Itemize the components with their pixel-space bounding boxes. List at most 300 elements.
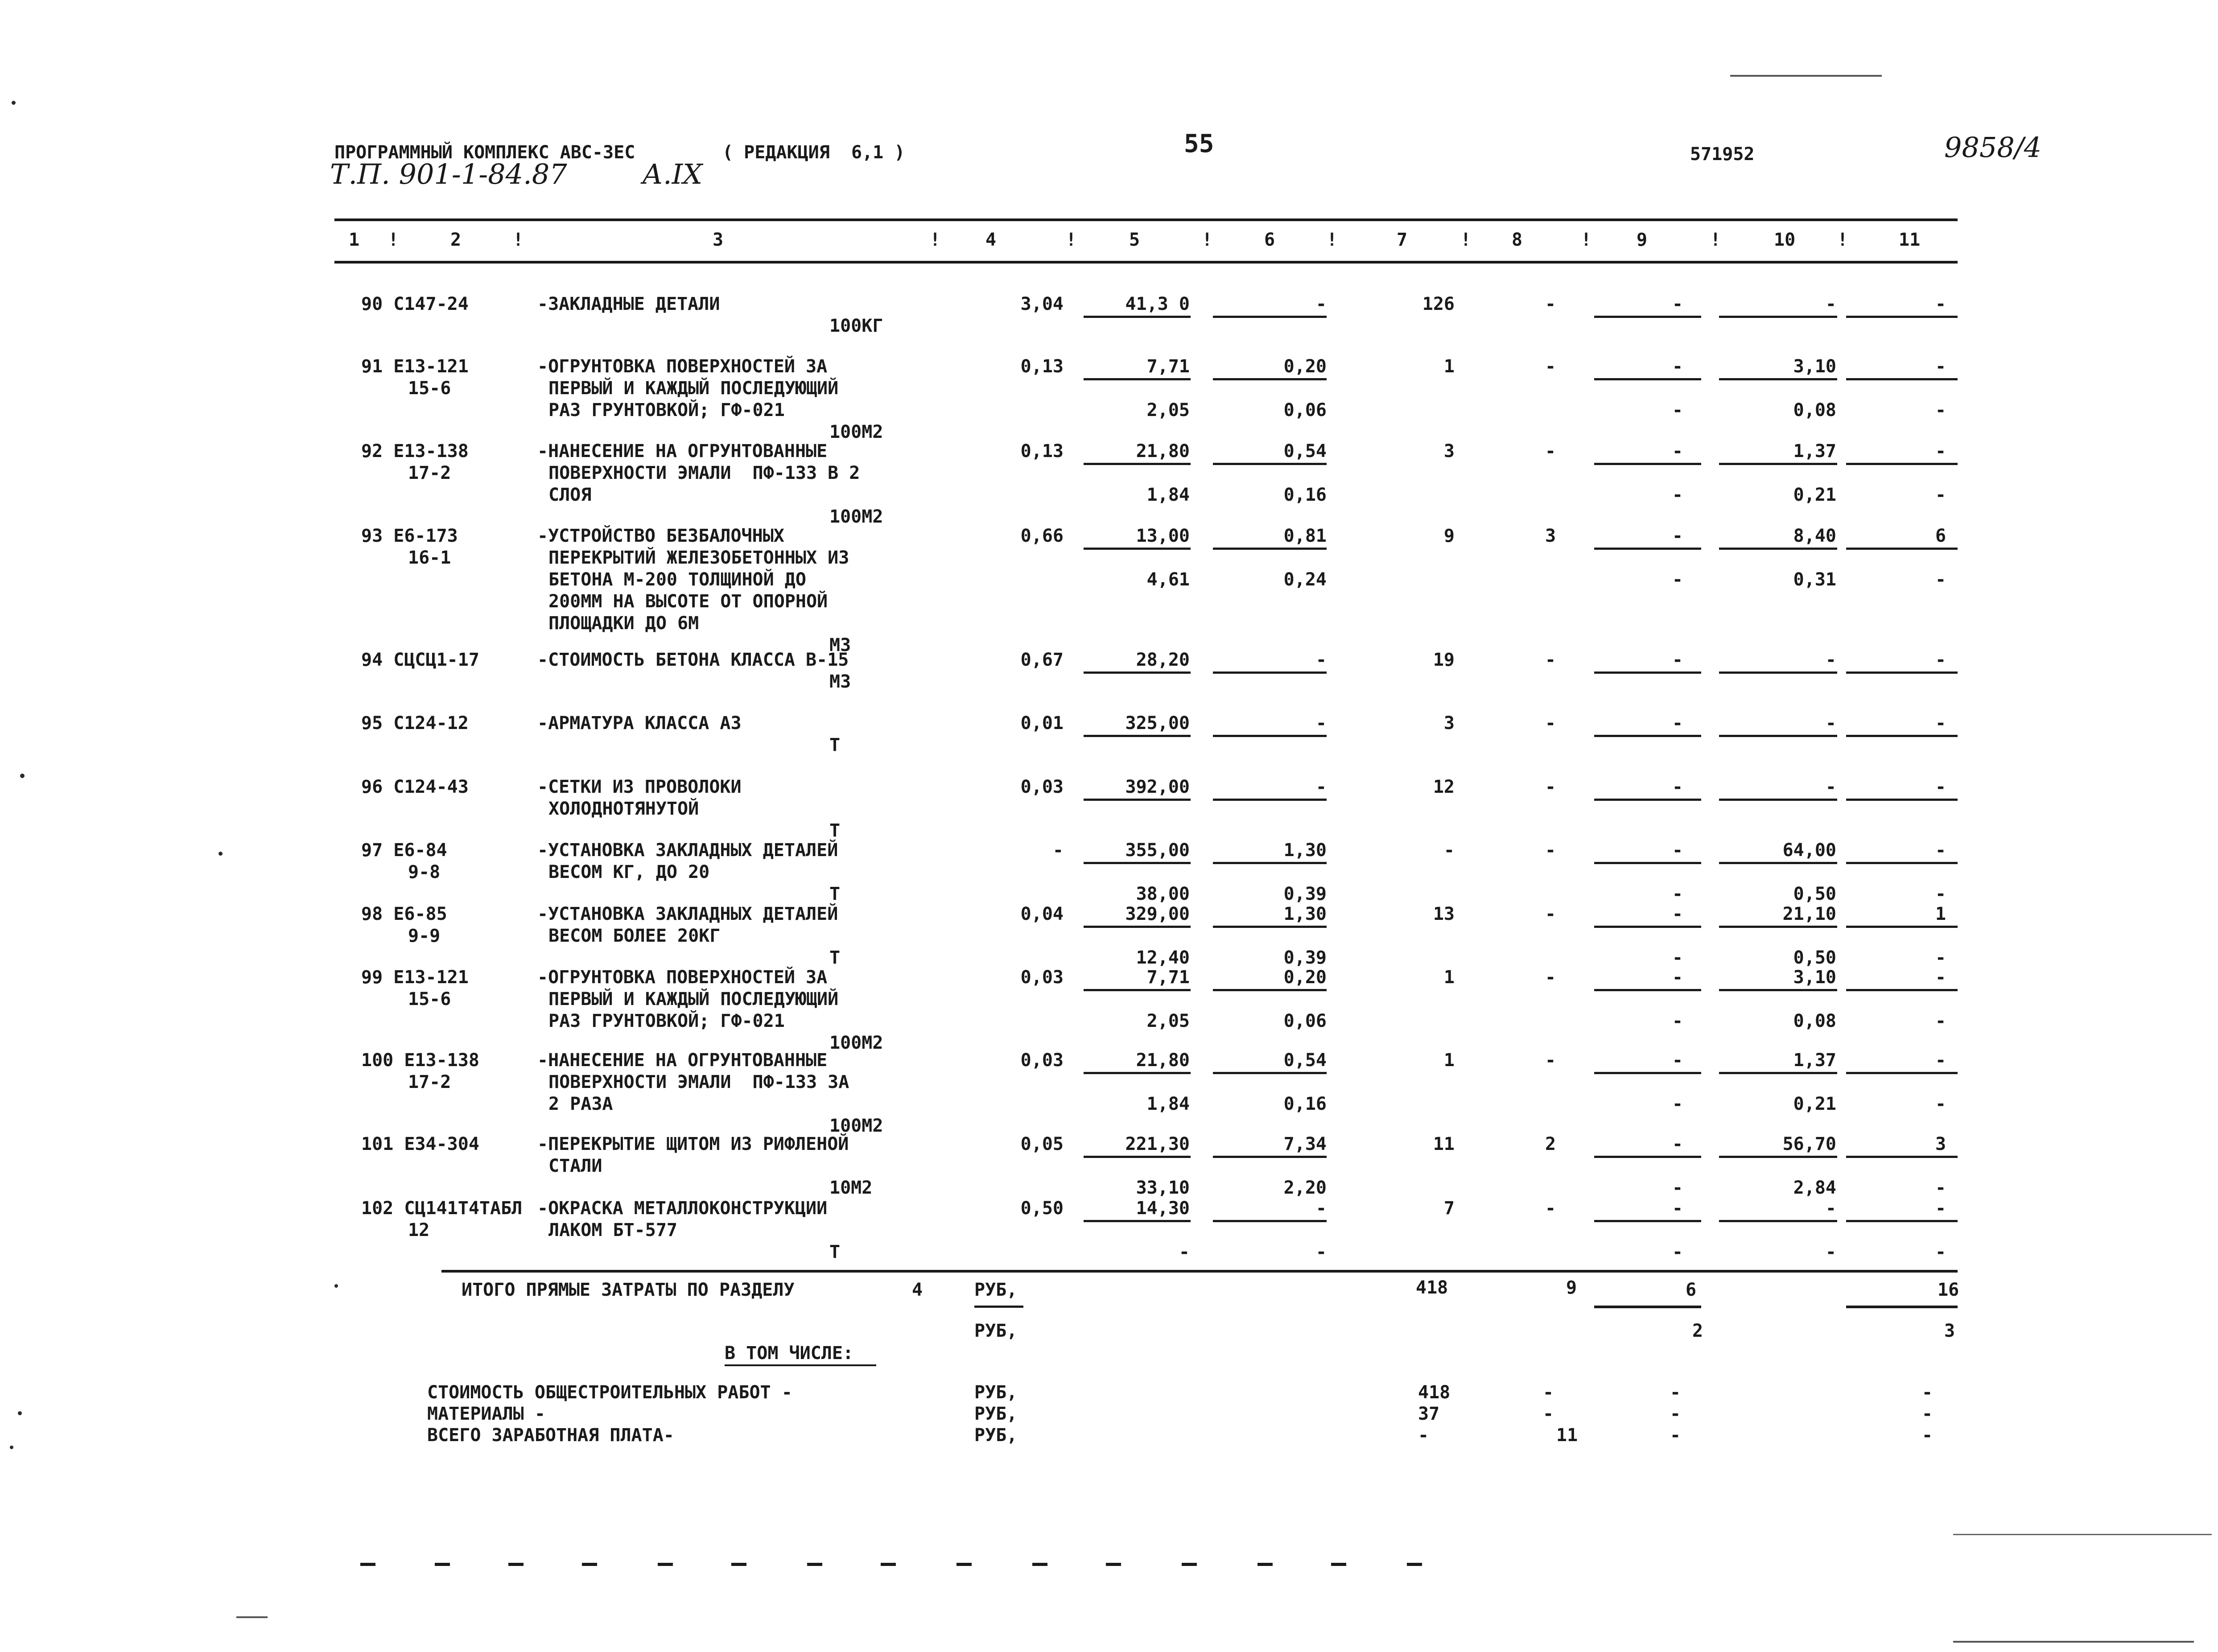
row-col11: 3	[1935, 1134, 1946, 1154]
dash-mark	[658, 1563, 673, 1566]
row-description: БЕТОНА М-200 ТОЛЩИНОЙ ДО	[548, 569, 806, 590]
dash-mark	[956, 1563, 972, 1566]
row-code: 95 С124-12	[361, 713, 469, 733]
row-rule-col11	[1846, 316, 1958, 318]
row-col7: -	[1443, 840, 1455, 861]
totals-line2-unit: РУБ,	[974, 1321, 1018, 1341]
column-separator: !	[388, 230, 399, 250]
row-rule-col11	[1846, 1220, 1958, 1222]
row-col9: -	[1672, 777, 1683, 797]
row-col5: 2,05	[1146, 400, 1190, 420]
row-rule-col10	[1719, 463, 1837, 465]
row-col9: -	[1672, 1011, 1683, 1031]
row-col11: -	[1935, 967, 1946, 988]
row-col5: 1,84	[1146, 485, 1190, 505]
column-separator: !	[1837, 230, 1848, 250]
column-number-9: 9	[1637, 230, 1648, 250]
row-col6: 1,30	[1283, 840, 1327, 861]
row-description: ПОВЕРХНОСТИ ЭМАЛИ ПФ-133 ЗА	[548, 1072, 849, 1092]
dash-mark	[1032, 1563, 1047, 1566]
row-code: 91 Е13-121	[361, 356, 469, 377]
row-col8: -	[1545, 441, 1556, 461]
dash-mark	[1106, 1563, 1121, 1566]
row-description: 200ММ НА ВЫСОТЕ ОТ ОПОРНОЙ	[548, 591, 828, 612]
dash-mark	[731, 1563, 746, 1566]
breakdown-col8: -	[1543, 1382, 1554, 1403]
row-col9: -	[1672, 884, 1683, 904]
row-code: 9-8	[408, 862, 441, 882]
row-unit: Т	[829, 884, 841, 904]
row-col11: -	[1935, 569, 1946, 590]
column-separator: !	[513, 230, 524, 250]
program-title: ПРОГРАММНЫЙ КОМПЛЕКС АВС-ЗЕС	[334, 142, 635, 163]
row-rule-col5	[1084, 463, 1191, 465]
row-description: 2 РАЗА	[548, 1094, 613, 1114]
header-rule-top	[334, 218, 1958, 221]
breakdown-col8: -	[1543, 1404, 1554, 1424]
row-col10: -	[1825, 777, 1836, 797]
row-col6: 0,20	[1283, 967, 1327, 988]
row-rule-col5	[1084, 316, 1191, 318]
row-col10: 2,84	[1793, 1178, 1836, 1198]
row-unit: М3	[829, 672, 851, 692]
row-rule-col10	[1719, 378, 1837, 380]
row-rule-col9	[1594, 1156, 1701, 1158]
totals-col8: 9	[1566, 1277, 1577, 1298]
row-col9: -	[1672, 441, 1683, 461]
row-col6: 0,24	[1283, 569, 1327, 590]
row-col5: 355,00	[1125, 840, 1190, 861]
row-unit: 100М2	[829, 1033, 883, 1053]
row-rule-col10	[1719, 862, 1837, 864]
scan-mark-top-rule	[1730, 75, 1882, 77]
row-rule-col9	[1594, 316, 1701, 318]
row-rule-col5	[1084, 1156, 1191, 1158]
row-col4: 0,66	[1020, 526, 1064, 546]
row-col5: 329,00	[1125, 904, 1190, 924]
row-col9: -	[1672, 713, 1683, 733]
breakdown-col7: 37	[1418, 1404, 1440, 1424]
row-col9: -	[1672, 1178, 1683, 1198]
row-col11: -	[1935, 1178, 1946, 1198]
page-number: 55	[1184, 129, 1214, 158]
handwritten-album: А.IX	[642, 158, 703, 190]
dash-mark	[1331, 1563, 1346, 1566]
scan-speck	[219, 852, 223, 856]
row-col5: 38,00	[1136, 884, 1190, 904]
breakdown-unit: РУБ,	[974, 1425, 1018, 1446]
row-col8: -	[1545, 356, 1556, 377]
row-unit: 100М2	[829, 422, 883, 442]
row-rule-col10	[1719, 1220, 1837, 1222]
row-code: 100 Е13-138	[361, 1050, 479, 1071]
row-description: -ОГРУНТОВКА ПОВЕРХНОСТЕЙ ЗА	[537, 967, 828, 988]
row-col4: 0,13	[1020, 441, 1064, 461]
row-col5: 28,20	[1136, 650, 1190, 670]
row-col9: -	[1672, 650, 1683, 670]
row-col5: 4,61	[1146, 569, 1190, 590]
row-code: 101 Е34-304	[361, 1134, 479, 1154]
row-col8: 3	[1545, 526, 1556, 546]
handwritten-project-code: Т.П. 901-1-84.87	[330, 158, 567, 190]
row-col11: -	[1935, 650, 1946, 670]
row-description: -НАНЕСЕНИЕ НА ОГРУНТОВАННЫЕ	[537, 441, 828, 461]
row-description: -ЗАКЛАДНЫЕ ДЕТАЛИ	[537, 294, 720, 314]
row-unit: Т	[829, 820, 841, 841]
row-code: 16-1	[408, 548, 451, 568]
row-col9: -	[1672, 948, 1683, 968]
row-col10: 21,10	[1782, 904, 1836, 924]
row-col11: -	[1935, 441, 1946, 461]
row-unit: 100КГ	[829, 316, 883, 336]
row-col6: -	[1315, 294, 1327, 314]
dash-mark	[881, 1563, 896, 1566]
row-rule-col11	[1846, 799, 1958, 801]
row-col7: 1	[1443, 967, 1455, 988]
row-col6: 0,39	[1283, 948, 1327, 968]
breakdown-col11: -	[1922, 1382, 1933, 1403]
row-col4: 0,03	[1020, 967, 1064, 988]
row-col11: -	[1935, 948, 1946, 968]
breakdown-col9: -	[1670, 1382, 1681, 1403]
row-rule-col6	[1213, 1072, 1327, 1074]
row-col5: 13,00	[1136, 526, 1190, 546]
row-col10: 0,50	[1793, 948, 1836, 968]
row-description: ЛАКОМ БТ-577	[548, 1220, 677, 1240]
row-col4: 0,13	[1020, 356, 1064, 377]
totals-rule	[441, 1270, 1958, 1273]
row-rule-col5	[1084, 799, 1191, 801]
totals-col9: 6	[1686, 1280, 1697, 1300]
row-rule-col9	[1594, 672, 1701, 674]
row-description: РАЗ ГРУНТОВКОЙ; ГФ-021	[548, 1011, 785, 1031]
totals-line2-col9: 2	[1692, 1321, 1703, 1341]
row-rule-col6	[1213, 799, 1327, 801]
row-col5: 21,80	[1136, 441, 1190, 461]
row-rule-col9	[1594, 1072, 1701, 1074]
row-col10: 0,31	[1793, 569, 1836, 590]
row-col11: -	[1935, 1198, 1946, 1219]
row-col11: -	[1935, 777, 1946, 797]
row-col9: -	[1672, 904, 1683, 924]
row-description: ПЕРВЫЙ И КАЖДЫЙ ПОСЛЕДУЮЩИЙ	[548, 378, 839, 399]
row-col11: -	[1935, 713, 1946, 733]
row-col4: 0,03	[1020, 1050, 1064, 1071]
row-rule-col11	[1846, 463, 1958, 465]
scan-speck	[12, 101, 16, 105]
row-col6: -	[1315, 650, 1327, 670]
row-col8: -	[1545, 294, 1556, 314]
handwritten-corner-number: 9858/4	[1944, 131, 2042, 164]
totals-label: ИТОГО ПРЯМЫЕ ЗАТРАТЫ ПО РАЗДЕЛУ	[462, 1280, 795, 1300]
row-col5: 7,71	[1146, 967, 1190, 988]
row-col6: -	[1315, 713, 1327, 733]
scan-mark-right-rule	[1953, 1534, 2212, 1535]
breakdown-label: МАТЕРИАЛЫ -	[427, 1404, 545, 1424]
dash-mark	[435, 1563, 450, 1566]
row-description: -ОГРУНТОВКА ПОВЕРХНОСТЕЙ ЗА	[537, 356, 828, 377]
row-rule-col6	[1213, 1156, 1327, 1158]
row-col11: 1	[1935, 904, 1946, 924]
row-unit: М3	[829, 635, 851, 655]
dash-mark	[508, 1563, 524, 1566]
row-col11: -	[1935, 1011, 1946, 1031]
totals-col11: 16	[1938, 1280, 1959, 1300]
row-col10: -	[1825, 650, 1836, 670]
row-description: ПЕРВЫЙ И КАЖДЫЙ ПОСЛЕДУЮЩИЙ	[548, 989, 839, 1009]
row-col4: 0,67	[1020, 650, 1064, 670]
row-description: СЛОЯ	[548, 485, 592, 505]
row-rule-col10	[1719, 548, 1837, 550]
row-col8: -	[1545, 650, 1556, 670]
dash-mark	[582, 1563, 597, 1566]
row-col9: -	[1672, 526, 1683, 546]
row-col11: -	[1935, 1242, 1946, 1262]
row-col9: -	[1672, 294, 1683, 314]
totals-col9-rule	[1594, 1306, 1701, 1308]
column-separator: !	[1327, 230, 1338, 250]
row-col10: 0,08	[1793, 1011, 1836, 1031]
row-rule-col5	[1084, 735, 1191, 737]
row-col6: 0,06	[1283, 1011, 1327, 1031]
row-col7: 3	[1443, 441, 1455, 461]
row-description: -УСТАНОВКА ЗАКЛАДНЫХ ДЕТАЛЕЙ	[537, 904, 838, 924]
edition-label: ( РЕДАКЦИЯ 6,1 )	[722, 142, 905, 163]
row-col6: 7,34	[1283, 1134, 1327, 1154]
row-col7: 9	[1443, 526, 1455, 546]
row-col9: -	[1672, 356, 1683, 377]
column-number-11: 11	[1899, 230, 1921, 250]
row-rule-col11	[1846, 672, 1958, 674]
column-separator: !	[1460, 230, 1472, 250]
column-number-4: 4	[985, 230, 997, 250]
row-col7: 12	[1433, 777, 1455, 797]
row-col7: 11	[1433, 1134, 1455, 1154]
header-rule-bottom	[334, 261, 1958, 264]
column-separator: !	[1066, 230, 1077, 250]
row-rule-col5	[1084, 548, 1191, 550]
row-col5: 7,71	[1146, 356, 1190, 377]
row-col8: -	[1545, 840, 1556, 861]
column-number-10: 10	[1774, 230, 1796, 250]
row-rule-col9	[1594, 463, 1701, 465]
row-col6: 0,54	[1283, 441, 1327, 461]
row-rule-col11	[1846, 548, 1958, 550]
scan-speck	[10, 1446, 13, 1449]
column-separator: !	[1581, 230, 1592, 250]
column-number-8: 8	[1512, 230, 1523, 250]
row-rule-col6	[1213, 862, 1327, 864]
row-col9: -	[1672, 1198, 1683, 1219]
row-col6: -	[1315, 1242, 1327, 1262]
row-unit: 100М2	[829, 1116, 883, 1136]
row-rule-col6	[1213, 989, 1327, 991]
row-col6: 0,39	[1283, 884, 1327, 904]
row-col5: 33,10	[1136, 1178, 1190, 1198]
row-col10: -	[1825, 713, 1836, 733]
row-rule-col6	[1213, 378, 1327, 380]
row-col8: -	[1545, 967, 1556, 988]
row-col11: -	[1935, 294, 1946, 314]
row-col10: 0,21	[1793, 1094, 1836, 1114]
row-col4: 0,05	[1020, 1134, 1064, 1154]
totals-line2-col11: 3	[1944, 1321, 1955, 1341]
row-rule-col10	[1719, 799, 1837, 801]
row-col6: 0,16	[1283, 485, 1327, 505]
row-description: -ПЕРЕКРЫТИЕ ЩИТОМ ИЗ РИФЛЕНОЙ	[537, 1134, 849, 1154]
totals-section-number: 4	[912, 1280, 923, 1300]
row-rule-col9	[1594, 989, 1701, 991]
row-rule-col11	[1846, 989, 1958, 991]
row-col10: 8,40	[1793, 526, 1836, 546]
row-col10: 1,37	[1793, 441, 1836, 461]
row-code: 93 Е6-173	[361, 526, 458, 546]
row-col10: 3,10	[1793, 356, 1836, 377]
row-code: 102 СЦ141Т4ТАБЛ	[361, 1198, 523, 1219]
including-label: В ТОМ ЧИСЛЕ:	[725, 1343, 853, 1364]
row-code: 96 С124-43	[361, 777, 469, 797]
row-col5: 325,00	[1125, 713, 1190, 733]
totals-col11-rule	[1846, 1306, 1958, 1308]
row-description: -АРМАТУРА КЛАССА А3	[537, 713, 742, 733]
row-col6: 0,54	[1283, 1050, 1327, 1071]
row-rule-col9	[1594, 799, 1701, 801]
row-col6: 0,16	[1283, 1094, 1327, 1114]
row-rule-col10	[1719, 1072, 1837, 1074]
row-rule-col6	[1213, 926, 1327, 928]
row-rule-col10	[1719, 735, 1837, 737]
row-rule-col9	[1594, 862, 1701, 864]
row-rule-col5	[1084, 926, 1191, 928]
column-number-6: 6	[1264, 230, 1275, 250]
row-rule-col9	[1594, 1220, 1701, 1222]
row-description: -УСТАНОВКА ЗАКЛАДНЫХ ДЕТАЛЕЙ	[537, 840, 838, 861]
row-col11: -	[1935, 884, 1946, 904]
row-description: ВЕСОМ КГ, ДО 20	[548, 862, 710, 882]
row-col10: -	[1825, 1198, 1836, 1219]
row-description: ВЕСОМ БОЛЕЕ 20КГ	[548, 926, 721, 946]
row-col8: -	[1545, 1198, 1556, 1219]
row-unit: Т	[829, 948, 841, 968]
row-col11: -	[1935, 356, 1946, 377]
row-col5: -	[1179, 1242, 1190, 1262]
row-code: 15-6	[408, 989, 451, 1009]
row-col4: 0,03	[1020, 777, 1064, 797]
row-col10: 1,37	[1793, 1050, 1836, 1071]
row-description: ХОЛОДНОТЯНУТОЙ	[548, 799, 699, 819]
row-col4: 3,04	[1020, 294, 1064, 314]
column-separator: !	[930, 230, 941, 250]
row-col8: -	[1545, 1050, 1556, 1071]
row-col11: 6	[1935, 526, 1946, 546]
row-rule-col11	[1846, 378, 1958, 380]
row-code: 97 Е6-84	[361, 840, 447, 861]
row-col9: -	[1672, 485, 1683, 505]
row-col9: -	[1672, 840, 1683, 861]
breakdown-col9: -	[1670, 1404, 1681, 1424]
row-col5: 221,30	[1125, 1134, 1190, 1154]
row-rule-col11	[1846, 862, 1958, 864]
row-rule-col6	[1213, 463, 1327, 465]
row-col8: -	[1545, 904, 1556, 924]
row-col9: -	[1672, 1050, 1683, 1071]
row-col8: 2	[1545, 1134, 1556, 1154]
dash-mark	[1182, 1563, 1197, 1566]
row-col6: -	[1315, 1198, 1327, 1219]
dash-mark	[807, 1563, 822, 1566]
column-number-2: 2	[450, 230, 462, 250]
row-description: -ОКРАСКА МЕТАЛЛОКОНСТРУКЦИИ	[537, 1198, 828, 1219]
row-col9: -	[1672, 400, 1683, 420]
row-col10: 0,50	[1793, 884, 1836, 904]
breakdown-col7: -	[1418, 1425, 1429, 1446]
column-number-3: 3	[713, 230, 724, 250]
row-col7: 1	[1443, 356, 1455, 377]
row-col10: 0,08	[1793, 400, 1836, 420]
row-description: ПЛОЩАДКИ ДО 6М	[548, 613, 699, 634]
row-col7: 19	[1433, 650, 1455, 670]
dash-mark	[360, 1563, 375, 1566]
row-col11: -	[1935, 400, 1946, 420]
row-description: -СТОИМОСТЬ БЕТОНА КЛАССА В-15	[537, 650, 849, 670]
row-rule-col10	[1719, 989, 1837, 991]
dash-mark	[1407, 1563, 1422, 1566]
row-col11: -	[1935, 1094, 1946, 1114]
row-code: 9-9	[408, 926, 441, 946]
row-description: -СЕТКИ ИЗ ПРОВОЛОКИ	[537, 777, 742, 797]
totals-unit: РУБ,	[974, 1280, 1018, 1300]
scan-speck	[334, 1284, 338, 1288]
row-col10: 3,10	[1793, 967, 1836, 988]
scan-speck	[18, 1411, 22, 1415]
row-rule-col10	[1719, 1156, 1837, 1158]
row-col7: 3	[1443, 713, 1455, 733]
row-col9: -	[1672, 1242, 1683, 1262]
row-rule-col9	[1594, 735, 1701, 737]
row-col4: 0,01	[1020, 713, 1064, 733]
row-rule-col5	[1084, 862, 1191, 864]
row-rule-col5	[1084, 1072, 1191, 1074]
row-col8: -	[1545, 713, 1556, 733]
row-rule-col11	[1846, 926, 1958, 928]
row-col11: -	[1935, 840, 1946, 861]
row-unit: Т	[829, 1242, 841, 1262]
row-col5: 12,40	[1136, 948, 1190, 968]
column-number-7: 7	[1397, 230, 1408, 250]
row-rule-col9	[1594, 548, 1701, 550]
breakdown-col7: 418	[1418, 1382, 1451, 1403]
breakdown-col11: -	[1922, 1425, 1933, 1446]
including-rule	[725, 1364, 876, 1366]
row-description: ПЕРЕКРЫТИЙ ЖЕЛЕЗОБЕТОННЫХ ИЗ	[548, 548, 849, 568]
row-rule-col6	[1213, 316, 1327, 318]
row-col10: 64,00	[1782, 840, 1836, 861]
row-code: 15-6	[408, 378, 451, 399]
row-col11: -	[1935, 485, 1946, 505]
row-col9: -	[1672, 967, 1683, 988]
breakdown-unit: РУБ,	[974, 1382, 1018, 1403]
row-rule-col11	[1846, 735, 1958, 737]
column-separator: !	[1710, 230, 1721, 250]
row-col7: 13	[1433, 904, 1455, 924]
totals-col7: 418	[1416, 1277, 1448, 1298]
row-col5: 14,30	[1136, 1198, 1190, 1219]
row-code: 92 Е13-138	[361, 441, 469, 461]
row-col7: 126	[1422, 294, 1455, 314]
row-col10: 56,70	[1782, 1134, 1836, 1154]
row-rule-col9	[1594, 378, 1701, 380]
row-description: -НАНЕСЕНИЕ НА ОГРУНТОВАННЫЕ	[537, 1050, 828, 1071]
